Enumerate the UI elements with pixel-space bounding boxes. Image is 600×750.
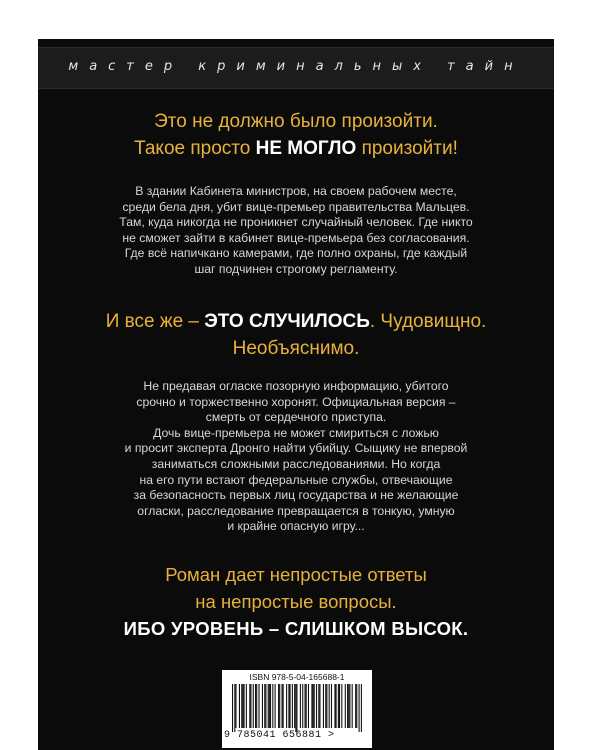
middle-line-1-bold: ЭТО СЛУЧИЛОСЬ [204,311,370,332]
paragraph-1-line: среди бела дня, убит вице-премьер правительства Мальцев. [122,199,470,214]
paragraph-2-line: Не предавая огласке позорную информацию, убитого [143,379,449,393]
barcode-bar [339,684,340,728]
barcode-bar [268,684,269,728]
paragraph-2-line: смерть от сердечного приступа. [205,410,387,425]
barcode-bar [348,684,349,728]
paragraph-1-line: Где всё напичкано камерами, где полно охраны, где каждый [124,246,468,261]
barcode-bar [258,684,259,728]
intro-line-2-end: произойти! [356,138,458,159]
barcode-bar [302,684,303,728]
barcode-bar [253,684,254,728]
middle-line-1-start: И все же – [105,311,205,332]
barcode-bar [275,684,276,728]
back-cover [38,39,554,750]
barcode-bar [361,684,362,732]
barcode-bar [255,684,256,728]
barcode-bar [290,684,291,728]
paragraph-1 [78,184,514,278]
series-title: мастер криминальных тайн [68,59,524,74]
barcode-bar [336,684,337,728]
barcode-bar [304,684,305,728]
paragraph-2-line: и просит эксперта Дронго найти убийцу. Сыщику не впервой [124,441,468,456]
intro-line-1: Это не должно было произойти. [154,111,438,132]
barcode-bar [331,684,332,728]
barcode-bar [256,684,257,728]
intro-line-2 [38,138,554,160]
barcode-label [222,670,372,748]
barcode-bar [242,684,243,728]
tagline: ИБО УРОВЕНЬ – СЛИШКОМ ВЫСОК. [123,618,469,639]
barcode-bar [311,684,312,728]
paragraph-2 [78,379,514,535]
barcode-bar [249,684,250,728]
barcode-bar [246,684,247,728]
barcode-bar [270,684,271,728]
barcode-bar [341,684,342,728]
paragraph-2-line: на его пути встают федеральные службы, отвечающие [139,472,453,487]
barcode-digits: 9 785041 656881 > [224,730,335,741]
barcode-bar [345,684,346,728]
barcode-bar [281,684,282,728]
paragraph-2-line: и крайне опасную игру... [227,519,365,534]
barcode-bar [241,684,242,728]
paragraph-2-line: заниматься сложными расследованиями. Но когда [151,456,441,471]
barcode-bar [234,684,235,732]
barcode-bar [308,684,309,728]
paragraph-1-line: Там, куда никогда не проникнет случайный человек. Где никто [119,215,473,230]
paragraph-1-line: шаг подчинен строгому регламенту. [194,261,398,276]
barcode-bar [250,684,251,728]
barcode-bar [313,684,314,728]
barcode-bar [356,684,357,728]
barcode-bar [265,684,266,728]
intro-line-2-bold: НЕ МОГЛО [255,138,357,159]
outro-line-1: Роман дает непростые ответы [165,564,427,585]
barcode-bar [314,684,315,728]
middle-line-2: Необъяснимо. [232,338,360,359]
barcode-bar [295,684,296,732]
barcode-bar [235,684,236,728]
paragraph-1-line: не сможет зайти в кабинет вице-премьера без согласования. [122,230,470,245]
barcode-bar [269,684,270,728]
middle-line-1-end: . Чудовищно. [369,311,487,332]
barcode-bar [359,684,360,732]
isbn-number: ISBN 978-5-04-165688-1 [249,672,345,682]
barcode-bar [286,684,287,728]
paragraph-2-line: срочно и торжественно хоронят. Официальная версия – [136,394,456,409]
barcode-bar [232,684,233,732]
barcode-bar [294,684,295,728]
paragraph-2-line: за безопасность первых лиц государства и не желающие [133,488,459,503]
barcode-bar [300,684,301,728]
paragraph-2-line: огласки, расследование превращается в тонкую, умную [137,503,455,518]
barcode-bar [325,684,326,728]
intro-line-2-start: Такое просто [134,138,256,159]
barcode-bar [272,684,273,728]
barcode-bar [338,684,339,728]
barcode-bar [288,684,289,728]
paragraph-2-line: Дочь вице-премьера не может смириться с ложью [153,425,439,440]
barcode-bar [292,684,293,728]
barcode-bar [334,684,335,728]
barcode-bar [264,684,265,728]
barcode-bar [318,684,319,728]
barcode-bar [244,684,245,728]
barcode-bar [283,684,284,728]
barcode-bar [352,684,353,728]
outro-line-2: на непростые вопросы. [195,591,397,612]
barcode-bar [316,684,317,728]
barcode-bar [279,684,280,728]
barcode-bar [278,684,279,728]
series-banner [38,47,554,89]
barcode-bar [349,684,350,728]
barcode-bar [306,684,307,728]
middle-line-1 [38,311,554,333]
barcode-bar [296,684,297,732]
barcode-bar [323,684,324,728]
barcode-bar [319,684,320,728]
barcode-bar [326,684,327,728]
barcode-bar [262,684,263,728]
paragraph-1-line: В здании Кабинета министров, на своем рабочем месте, [135,184,457,198]
barcode-bar [355,684,356,728]
barcode-bar [347,684,348,728]
barcode-icon [232,684,362,732]
barcode-bar [239,684,240,728]
barcode-bar [329,684,330,728]
